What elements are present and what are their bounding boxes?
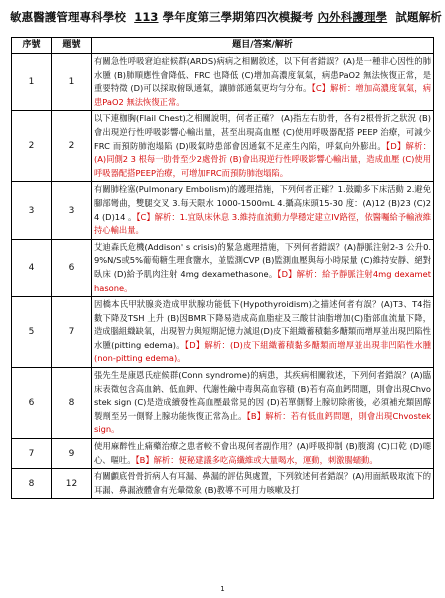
row-question-number: 1 [52, 54, 92, 111]
row-content [92, 182, 434, 239]
table-row [12, 182, 434, 239]
row-seq: 5 [12, 297, 52, 368]
subject-name: 內外科護理學 [317, 10, 388, 24]
row-seq: 2 [12, 111, 52, 182]
question-text: 有關顱底骨骨折病人有耳漏、鼻漏的評估與處置，下列敘述何者錯誤？(A)用面紙吸取流下的耳漏、鼻漏液體會有光暈徵象 (B)教導不可用力咳嗽及打 [94, 471, 431, 495]
table-row [12, 239, 434, 296]
answer-explanation: 【D】解析：(D)皮下組織蓄積黏多醣類而增厚並出現非凹陷性水腫(non-pitting edema)。 [94, 339, 431, 364]
question-text: 因橋本氏甲狀腺炎造成甲狀腺功能低下(Hypothyroidism)之描述何者有誤？(A)T3、T4指數下降及TSH 上升 (B)因BMR下降易造成高血脂症及三酸甘油脂增加(C)脂部血流量下降，造成腦組織缺氧，出現智力與短期記憶力減退(D)皮下組織蓄積黏多醣類而增厚並出現凹陷性水腫(pitting edema)。 [94, 299, 431, 350]
school-name: 敏惠醫護管理專科學校 [10, 10, 126, 24]
answer-explanation: 【C】解析：1.宜臥床休息 3.維持血流動力學穩定建立IV路徑，依醫囑給予輸液維持心輸出量。 [94, 211, 431, 236]
table-row [12, 297, 434, 368]
row-content [92, 439, 434, 469]
table-header-row [12, 38, 434, 54]
page-number: 1 [220, 585, 225, 593]
answer-explanation: 【B】解析：若有低血鈣問題，則會出現Chvostek sign。 [94, 410, 431, 435]
row-seq: 7 [12, 439, 52, 469]
answer-explanation: 【B】解析：便秘建議多吃高纖維或大量喝水，運動，刺激腸蠕動。 [135, 454, 378, 465]
question-text: 有關肺栓塞(Pulmonary Embolism)的護理措施，下列何者正確？1.鼓勵多下床活動 2.避免腳部彎曲，雙腿交叉 3.每天限水 1000-1500mL 4.攝高床頭15-30 度：(A)12 (B)23 (C)24 (D)14 。 [94, 184, 431, 222]
row-question-number: 12 [52, 469, 92, 499]
academic-year: 113 [134, 10, 159, 24]
exam-name: 學年度第三學期第四次模擬考 [162, 10, 314, 24]
row-question-number: 9 [52, 439, 92, 469]
row-content [92, 54, 434, 111]
row-content [92, 111, 434, 182]
row-seq: 1 [12, 54, 52, 111]
table-row [12, 54, 434, 111]
row-seq: 4 [12, 239, 52, 296]
document-type: 試題解析 [395, 10, 442, 24]
document-title [10, 10, 442, 24]
row-content [92, 297, 434, 368]
question-table [11, 37, 434, 499]
row-question-number: 6 [52, 239, 92, 296]
column-header-content: 題目/答案/解析 [92, 38, 434, 54]
table-row [12, 439, 434, 469]
question-text: 有關急性呼吸窘迫症候群(ARDS)病病之相關敘述，以下何者錯誤？(A)是一種非心因性的肺水腫 (B)肺順應性會降低、FRC 也降低 (C)增加高濃度氧氣，病患PaO2 無法恢復正常，是重要特徵 (D)可以採取俯臥通氣，讓肺部通氣更均勻分布。 [94, 56, 431, 94]
table-row [12, 368, 434, 439]
row-seq: 6 [12, 368, 52, 439]
row-seq: 3 [12, 182, 52, 239]
table-row [12, 469, 434, 499]
row-question-number: 8 [52, 368, 92, 439]
question-text: 張先生是康恩氏症候群(Conn syndrome)的病患，其疾病相關敘述，下列何者錯誤？(A)臨床表徵包含高血鈉、低血鉀、代謝性鹼中毒與高血容積 (B)若有高血鈣問題，則會出現Chvostek sign (C)是造成續發性高血壓最常見的因 (D)若單側腎上腺切除術後，必須補充類固醇製劑至另一側腎上腺功能恢復正常為止。 [94, 370, 431, 421]
table-row [12, 111, 434, 182]
answer-explanation: 【C】解析：增加高濃度氧氣，病患PaO2 無法恢復正常。 [94, 83, 431, 107]
row-seq: 8 [12, 469, 52, 499]
question-text: 艾迪森氏危機(Addison' s crisis)的緊急處理措施，下列何者錯誤？(A)靜脈注射2-3 公升0.9%N/S或5%葡萄糖生理食鹽水，並監測CVP (B)監測血壓與每小時尿量 (C)維持安靜、絕對臥床 (D)給予肌肉注射 4mg dexamethasone。 [94, 241, 431, 279]
column-header-seq: 序號 [12, 38, 52, 54]
answer-explanation: 【D】解析：(A)同側2 3 根每一肋骨至少2處骨折 (B)會出現逆行性呼吸影響心輸出量，造成血壓 (C)使用呼吸器配搭PEEP治療，可增加FRC而預防肺泡塌陷。 [94, 140, 431, 178]
row-content [92, 469, 434, 499]
row-question-number: 2 [52, 111, 92, 182]
answer-explanation: 【D】解析：給予靜脈注射4mg dexamethasone。 [94, 268, 431, 293]
column-header-qno: 題號 [52, 38, 92, 54]
row-content [92, 368, 434, 439]
row-question-number: 7 [52, 297, 92, 368]
row-content [92, 239, 434, 296]
question-text: 使用麻醉性止痛藥治療之患者較不會出現何者副作用？(A)呼吸抑制 (B)腹瀉 (C)口乾 (D)噁心、嘔吐。 [94, 441, 431, 465]
row-question-number: 3 [52, 182, 92, 239]
question-text: 以下連枷胸(Flail Chest)之相關說明，何者正確？ (A)指左右肋骨，各有2根骨折之狀況 (B)會出現逆行性呼吸影響心輸出量，甚至出現高血壓 (C)使用呼吸器配搭 PEEP 治療，可減少 FRC 而預防肺泡塌陷 (D)吸氣時患部會因通氣不足產生內陷，呼氣向外膨出。 [94, 113, 431, 151]
